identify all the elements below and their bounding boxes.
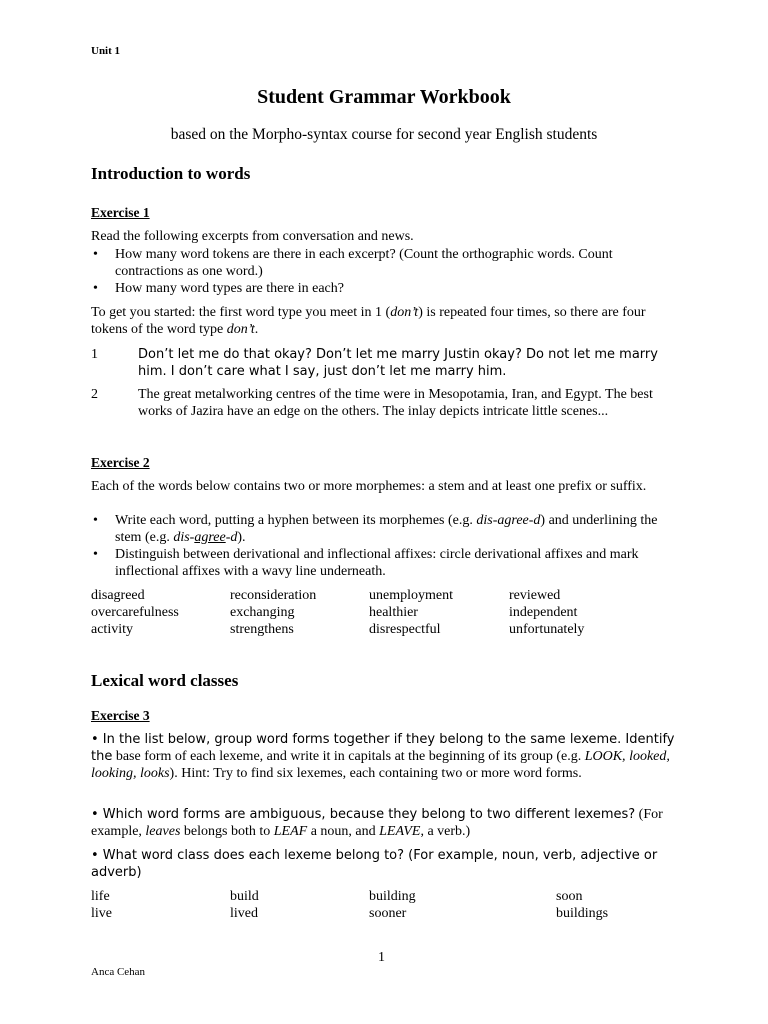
section-heading-introduction: Introduction to words [91,164,251,183]
bullet-item [91,512,681,546]
exercise-3-paragraph-1 [91,731,681,782]
excerpt-2 [91,386,681,437]
text-run: dis- [173,530,195,545]
exercise-3-heading: Exercise 3 [91,708,150,723]
table-cell: build [230,889,259,904]
italic-example [173,530,237,545]
table-cell: strengthens [230,622,294,637]
table-cell: disrespectful [369,622,441,637]
text-run: ). Hint: Try to find six lexemes, each containing two or more word forms. [169,766,582,781]
table-row [91,888,691,905]
exercise-2-bullets [91,512,681,580]
underlined-stem: agree [194,530,226,545]
italic-example: leaves [145,824,181,839]
table-cell: unfortunately [509,622,585,637]
table-row [91,587,651,604]
page-subtitle: based on the Morpho-syntax course for second year English students [170,126,598,143]
text-run: Write each word, putting a hyphen between its morphemes (e.g. [115,513,477,528]
table-cell: lived [230,906,258,921]
italic-example: don’t [390,305,419,320]
exercise-1-intro: Read the following excerpts from conversation and news. [91,229,414,244]
bullet-item: • Distinguish between derivational and inflectional affixes: circle derivational affixes and mark inflectional affixes with a wavy line underneath. [91,546,681,580]
page-title: Student Grammar Workbook [257,86,511,108]
text-run: • Which word forms are ambiguous, because they belong to two different lexemes? [91,807,636,822]
exercise-1-starter [91,304,681,338]
exercise-2-word-table [91,587,651,638]
exercise-2-intro: Each of the words below contains two or more morphemes: a stem and at least one prefix or suffix. [91,479,647,494]
table-cell: soon [556,889,583,904]
page-number: 1 [378,950,385,965]
text-run: To get you started: the first word type you meet in 1 ( [91,305,391,320]
table-cell: exchanging [230,605,295,620]
table-cell: disagreed [91,588,145,603]
table-cell: unemployment [369,588,453,603]
exercise-2-heading: Exercise 2 [91,455,150,470]
text-run: ) is repeated four times, so there are four tokens of the word type [91,305,646,337]
italic-example: don’t [226,322,255,337]
italic-example: LEAVE [379,824,421,839]
table-cell: reconsideration [230,588,317,603]
text-run: -d [225,530,238,545]
text-run: ). [237,530,246,545]
table-cell: independent [509,605,578,620]
text-run: ) and underlining the stem (e.g. [115,513,658,545]
excerpt-text: The great metalworking centres of the time were in Mesopotamia, Iran, and Egypt. The best works of Jazira have an edge on the others. The inlay depicts intricate little scenes... [138,387,653,419]
exercise-1-bullets [91,246,681,297]
excerpt-number: 2 [91,387,98,402]
text-run: belongs both to [180,824,274,839]
text-run: base form of each lexeme, and write it in capitals at the beginning of its group (e.g. [115,749,585,764]
text-run: , a verb.) [420,824,471,839]
author-name: Anca Cehan [91,966,146,978]
excerpt-text: Don’t let me do that okay? Don’t let me marry Justin okay? Do not let me marry him. I don’t care what I say, just don’t let me marry him. [138,347,658,379]
italic-example: LOOK, [584,749,626,764]
table-cell: live [91,906,112,921]
italic-example: looked, looking, looks [91,749,670,781]
table-cell: healthier [369,605,418,620]
table-cell: activity [91,622,133,637]
table-cell: life [91,889,110,904]
italic-example: dis-agree-d [476,513,541,528]
text-run: . [254,322,259,337]
table-cell: sooner [369,906,407,921]
exercise-3-paragraph-2 [91,806,681,840]
exercise-3-word-table [91,888,691,922]
table-cell: overcarefulness [91,605,179,620]
text-run: a noun, and [307,824,380,839]
excerpt-1 [91,346,681,380]
section-heading-lexical-word-classes: Lexical word classes [91,671,239,690]
bullet-item: • How many word tokens are there in each excerpt? (Count the orthographic words. Count contractions as one word.) [91,246,681,280]
excerpt-number: 1 [91,347,98,362]
table-cell: reviewed [509,588,561,603]
table-cell: building [369,889,416,904]
exercise-3-paragraph-3: • What word class does each lexeme belong to? (For example, noun, verb, adjective or adverb) [91,848,658,880]
unit-label: Unit 1 [91,45,121,57]
table-row [91,905,691,922]
table-row [91,621,651,638]
exercise-1-heading: Exercise 1 [91,205,150,220]
text-run: • In the list below, group word forms together if they belong to the same lexeme. Identify the [91,732,675,764]
italic-example: LEAF [273,824,308,839]
text-run: (For example, [91,807,663,839]
bullet-item: • How many word types are there in each? [91,280,681,297]
table-row [91,604,651,621]
table-cell: buildings [556,906,609,921]
